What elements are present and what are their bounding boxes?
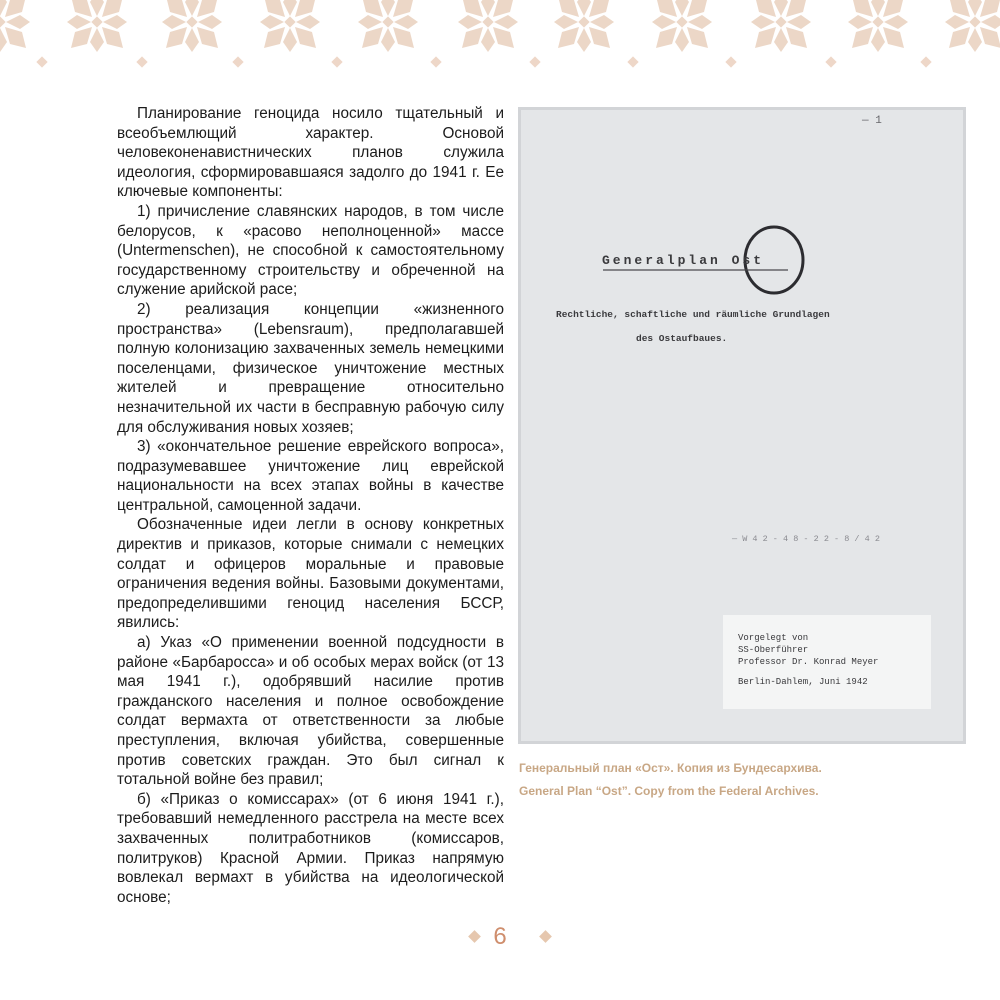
- label-line: Professor Dr. Konrad Meyer: [738, 657, 879, 667]
- label-line: Berlin-Dahlem, Juni 1942: [738, 677, 868, 687]
- diamond-icon: [725, 56, 736, 67]
- document-title: Generalplan Ost: [602, 253, 765, 268]
- snowflake-star-icon: [0, 0, 30, 52]
- paragraph: Планирование геноцида носило тщательный и всеобъемлющий характер. Основой человеконенавистнических планов служила идеология, сформировавшаяся задолго до 1941 г. Ее ключевые компоненты:: [117, 105, 504, 201]
- paragraph: 3) «окончательное решение еврейского вопроса», подразумевавшее уничтожение лиц еврейской национальности на всех этапах войны в качестве центральной, самоценной задачи.: [117, 438, 504, 514]
- diamond-icon: [36, 56, 47, 67]
- snowflake-star-icon: [458, 0, 518, 52]
- diamond-icon: [468, 930, 481, 943]
- label-card: [723, 615, 931, 709]
- diamond-icon: [331, 56, 342, 67]
- snowflake-star-icon: [945, 0, 1000, 52]
- corner-note: — 1: [862, 115, 882, 127]
- diamond-icon: [529, 56, 540, 67]
- paragraph: а) Указ «О применении военной подсудности в районе «Барбаросса» и об особых мерах войск (от 13 мая 1941 г.), одобрявший насилие против гражданского населения и полное освобождение солдат вермахта от ответственности за любые преступления, включая убийства, совершенные против советских граждан. Это был сигнал к тотальной войне без правил;: [117, 634, 504, 789]
- caption-en: General Plan “Ost”. Copy from the Federal Archives.: [519, 784, 819, 798]
- document-subtitle: Rechtliche, schaftliche und räumliche Grundlagen: [556, 309, 830, 320]
- label-line: SS-Oberführer: [738, 645, 809, 655]
- diamond-icon: [920, 56, 931, 67]
- label-line: Vorgelegt von: [738, 633, 809, 643]
- snowflake-star-icon: [162, 0, 222, 52]
- document-subtitle: des Ostaufbaues.: [636, 333, 728, 344]
- diamond-icon: [539, 930, 552, 943]
- caption-ru: Генеральный план «Ост». Копия из Бундесархива.: [519, 761, 822, 775]
- paragraph: 2) реализация концепции «жизненного пространства» (Lebensraum), предполагавшей полную колонизацию захваченных земель немецкими поселенцами, физическое уничтожение местных жителей и превращение относительно незначительной их части в бесправную рабочую силу для обслуживания новых хозяев;: [117, 300, 504, 436]
- paragraph: 1) причисление славянских народов, в том числе белорусов, к «расово неполноценной» массе (Untermenschen), не способной к самостоятельному государственному строительству и обреченной на служение арийской расе;: [117, 202, 504, 299]
- stamp-number: — W 4 2 - 4 8 - 2 2 - 8 / 4 2: [732, 534, 880, 544]
- ornament-band: [0, 0, 1000, 78]
- snowflake-star-icon: [652, 0, 712, 52]
- body-text: [117, 104, 504, 907]
- page-number: 6: [493, 923, 507, 950]
- snowflake-star-icon: [848, 0, 908, 52]
- paragraph: б) «Приказ о комиссарах» (от 6 июня 1941 г.), требовавший немедленного расстрела на месте всех захваченных политработников (комиссаров, политруков) Красной Армии. Приказ напрямую вовлекал вермахт в убийства на идеологической основе;: [117, 790, 504, 906]
- snowflake-star-icon: [554, 0, 614, 52]
- snowflake-star-icon: [260, 0, 320, 52]
- snowflake-star-icon: [67, 0, 127, 52]
- paragraph: Обозначенные идеи легли в основу конкретных директив и приказов, которые снимали с немецких солдат и офицеров моральные и правовые ограничения ведения войны. Базовыми документами, предопределившими геноцид населения БССР, явились:: [117, 516, 504, 632]
- diamond-icon: [136, 56, 147, 67]
- diamond-icon: [627, 56, 638, 67]
- snowflake-star-icon: [751, 0, 811, 52]
- page-footer: [0, 921, 1000, 953]
- diamond-icon: [430, 56, 441, 67]
- snowflake-star-icon: [358, 0, 418, 52]
- diamond-icon: [825, 56, 836, 67]
- diamond-icon: [232, 56, 243, 67]
- document-photo: [518, 107, 966, 744]
